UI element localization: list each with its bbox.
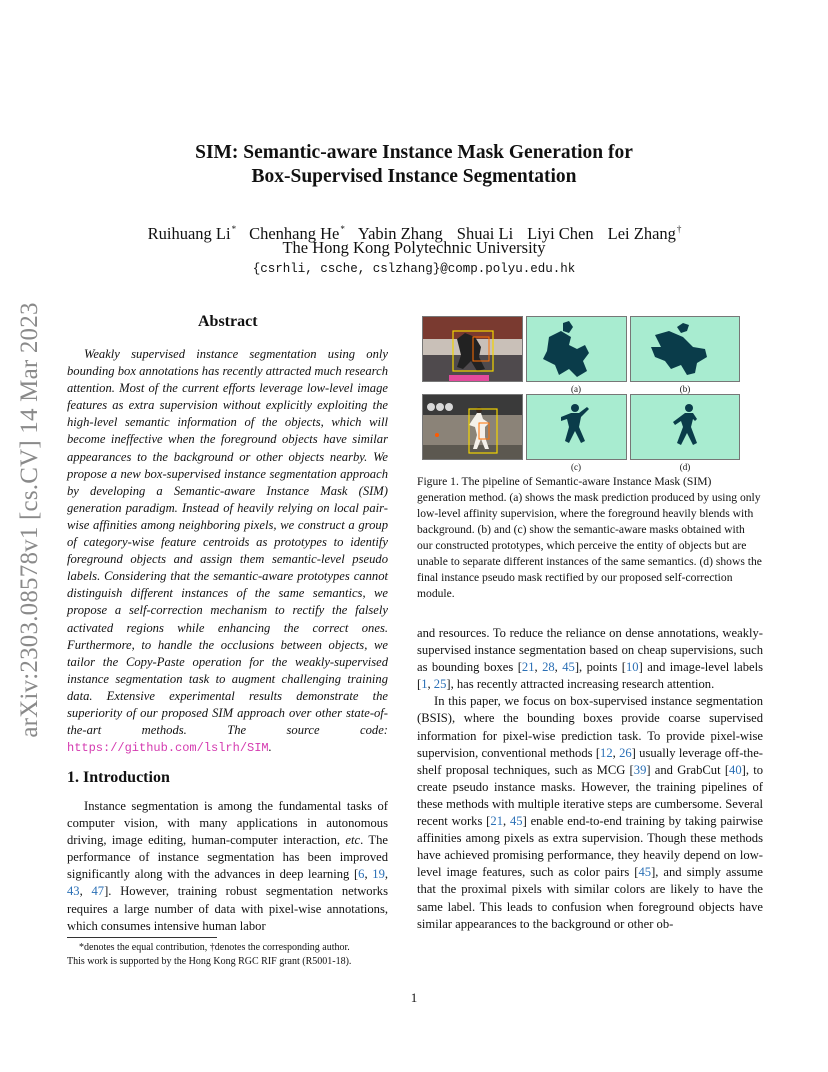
abstract-end: .	[268, 740, 272, 755]
figure-1-caption: Figure 1. The pipeline of Semantic-aware Instance Mask (SIM) generation method. (a) shows the mask prediction produced by using only low-level affinity supervision, where the foreground heavily blends with background. (b) and (c) show the semantic-aware masks obtained with our constructed prototypes, which perceive the entity of objects but are unable to separate different instances of the same semantics. (d) shows the final instance pseudo mask rectified by our proposed self-correction module.	[417, 475, 762, 600]
right-para-1-text-c: ] and image-level labels [	[417, 660, 764, 692]
right-para-2-text-e: ] enable end-to-end training by taking pairwise affinities among pixels as extra supervision. Though these methods have achieved promising performance, they heavily depend on low-level image features, such as color pairs [	[417, 814, 764, 880]
intro-etc: etc	[345, 833, 361, 848]
footnote-line-1: *denotes the equal contribution, †denotes the corresponding author.	[79, 942, 350, 953]
figure-label-c: (c)	[571, 462, 581, 472]
citation-link[interactable]: 6	[358, 867, 365, 882]
author-name: Ruihuang Li	[147, 223, 231, 243]
citation-link[interactable]: 25	[433, 677, 447, 692]
figure-mask-a	[526, 316, 627, 382]
citation-link[interactable]: 43	[67, 884, 80, 899]
intro-text-2: . The performance of instance segmentation has been improved significantly along with the advances in deep learning [	[67, 833, 388, 882]
citation-link[interactable]: 40	[729, 762, 742, 777]
author-mark: *	[231, 224, 237, 234]
author-mark: †	[676, 224, 682, 234]
intro-text-1: Instance segmentation is among the fundamental tasks of computer vision, with many applications in autonomous driving, image editing, human-computer interaction,	[67, 799, 388, 848]
author-name: Yabin Zhang	[357, 223, 443, 243]
citation-link[interactable]: 39	[633, 762, 647, 777]
author-name: Lei Zhang	[607, 223, 676, 243]
right-para-2-text-d: ], to create pseudo instance masks. However, the training pipelines of these methods with multiple iterative steps are cumbersome. Several recent works [	[417, 762, 764, 829]
figure-mask-c	[526, 394, 627, 460]
figure-input-image-2	[422, 394, 523, 460]
citation-link[interactable]: 21	[521, 660, 535, 675]
introduction-body: Instance segmentation is among the fundamental tasks of computer vision, with many applications in autonomous driving, image editing, human-computer interaction, etc. The performance of instance segmentation has been improved significantly along with the advances in deep learning [6, 19, 43, 47]. However, training robust segmentation networks requires a large number of data with pixel-wise annotations, which consumes intensive human labor	[67, 799, 389, 933]
citation-link[interactable]: 28	[542, 660, 555, 675]
citation-link[interactable]: 12	[600, 745, 613, 760]
citation-link[interactable]: 47	[91, 884, 105, 899]
introduction-heading: 1. Introduction	[67, 769, 170, 786]
citation-link[interactable]: 10	[626, 660, 639, 675]
right-para-2-text-b: ] usually leverage off-the-shelf proposal techniques, such as MCG [	[417, 745, 763, 777]
figure-label-b: (b)	[679, 384, 691, 394]
right-para-2-text-c: ] and GrabCut [	[646, 762, 730, 777]
citation-link[interactable]: 45	[562, 660, 575, 675]
right-para-2-text-f: ], and simply assume that the proximal pixels with similar colors are likely to have the same label. This leads to confusion when foreground objects have similar appearances to the background or other ob-	[417, 865, 763, 931]
affiliation: The Hong Kong Polytechnic University	[282, 238, 546, 257]
right-column-body: and resources. To reduce the reliance on dense annotations, weakly-supervised instance segmentation based on cheap supervisions, such as bounding boxes [21, 28, 45], points [10] and image-level labels [1, 25], has recently attracted increasing research attention. In this paper, we focus on box-supervised instance segmentation (BSIS), where the bounding boxes provide coarse supervised information for pixel-wise prediction task. To provide pixel-wise supervision, conventional methods [12, 26] usually leverage off-the-shelf proposal techniques, such as MCG [39] and GrabCut [40], to create pseudo instance masks. However, the training pipelines of these methods with multiple iterative steps are cumbersome. Several recent works [21, 45] enable end-to-end training by taking pairwise affinities among pixels as extra supervision. Though these methods have achieved promising performance, they heavily depend on low-level image features, such as color pairs [45], and simply assume that the proximal pixels with similar colors are likely to have the same label. This leads to confusion when foreground objects have similar appearances to the background or other ob-	[417, 626, 764, 931]
citation-link[interactable]: 1	[421, 677, 428, 692]
abstract-body	[67, 346, 388, 757]
figure-mask-b	[630, 316, 740, 382]
arxiv-identifier-text: arXiv:2303.08578v1 [cs.CV] 14 Mar 2023	[16, 302, 43, 738]
intro-text-3: ]. However, training robust segmentation networks requires a large number of data with pixel-wise annotations, which consumes intensive human labor	[67, 884, 388, 933]
author-name: Liyi Chen	[527, 223, 594, 243]
figure-1	[422, 316, 762, 476]
citation-link[interactable]: 26	[619, 745, 632, 760]
footnote-line-2: This work is supported by the Hong Kong RGC RIF grant (R5001-18).	[67, 955, 352, 967]
right-para-1-text-d: ], has recently attracted increasing research attention.	[446, 677, 715, 692]
figure-label-d: (d)	[679, 462, 691, 472]
page-number: 1	[410, 990, 418, 1005]
abstract-text: Weakly supervised instance segmentation using only bounding box annotations has recently attracted much research attention. Most of the current efforts leverage low-level image features as extra supervision without explicitly exploiting the high-level semantic information of the objects, which will become ineffective when the foreground objects have similar appearances to the background or other objects nearby. We propose a new box-supervised instance segmentation approach by developing a Semantic-aware Instance Mask (SIM) generation paradigm. Instead of heavily relying on local pair-wise affinities among neighboring pixels, we construct a group of category-wise feature centroids as prototypes to identify foreground objects and assign them semantic-level pseudo labels. Considering that the semantic-aware prototypes cannot distinguish different instances of the same semantics, we propose a self-correction mechanism to rectify the falsely activated regions while enhancing the correct ones. Furthermore, to handle the occlusions between objects, we tailor the Copy-Paste operation for the weakly-supervised instance segmentation task to augment challenging training data. Extensive experimental results demonstrate the superiority of our proposed SIM approach over other state-of-the-art methods. The source code:	[67, 347, 388, 738]
citation-link[interactable]: 21	[490, 814, 503, 829]
figure-mask-d	[630, 394, 740, 460]
figure-label-a: (a)	[571, 384, 581, 394]
citation-link[interactable]: 45	[509, 814, 523, 829]
author-mark: *	[340, 224, 345, 234]
right-para-2-text-a: In this paper, we focus on box-supervised instance segmentation (BSIS), where the bounding boxes provide coarse supervised information for pixel-wise prediction task. To provide pixel-wise supervision, conventional methods [	[417, 694, 763, 760]
figure-input-image-1	[422, 316, 523, 382]
abstract-heading: Abstract	[198, 313, 258, 330]
arxiv-identifier	[12, 285, 48, 755]
author-name: Shuai Li	[456, 223, 514, 243]
footnote	[67, 941, 397, 968]
right-para-1-text-b: ], points [	[574, 660, 626, 675]
author-name: Chenhang He	[249, 223, 340, 243]
author-emails: {csrhli, csche, cslzhang}@comp.polyu.edu.hk	[252, 262, 576, 276]
citation-link[interactable]: 19	[372, 867, 385, 882]
right-para-1-text-a: and resources. To reduce the reliance on dense annotations, weakly-supervised instance segmentation based on cheap supervisions, such as bounding boxes [	[417, 626, 763, 675]
citation-link[interactable]: 45	[638, 865, 652, 880]
source-code-link[interactable]: https://github.com/lslrh/SIM	[67, 741, 269, 756]
footnote-rule	[67, 937, 217, 938]
paper-title-line-2: Box-Supervised Instance Segmentation	[251, 166, 577, 187]
paper-title-line-1: SIM: Semantic-aware Instance Mask Generation for	[195, 142, 633, 163]
